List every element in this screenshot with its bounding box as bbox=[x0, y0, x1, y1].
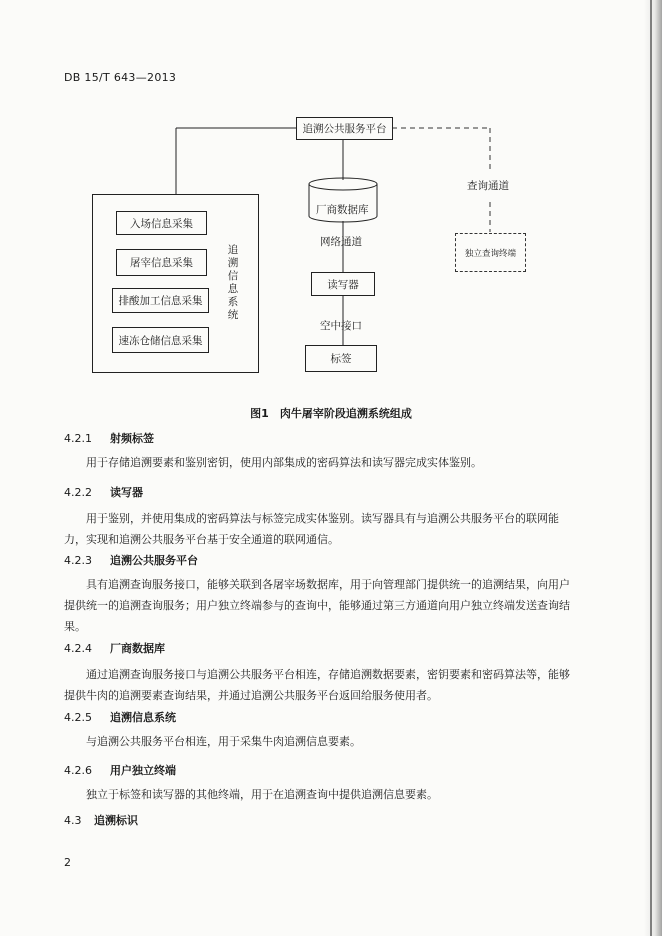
section-heading-4-2-6 bbox=[64, 762, 176, 778]
reader-label: 读写器 bbox=[327, 278, 359, 291]
section-heading-4-3 bbox=[64, 812, 138, 828]
air-interface-label: 空中接口 bbox=[320, 320, 362, 332]
tag-label: 标签 bbox=[330, 353, 352, 365]
section-body-4-2-2: 用于鉴别，并使用集成的密码算法与标签完成实体鉴别。读写器具有与追溯公共服务平台的联网能力，实现和追溯公共服务平台基于安全通道的联网通信。 bbox=[64, 512, 559, 546]
platform-box bbox=[296, 117, 393, 140]
section-number: 4.2.5 bbox=[64, 711, 92, 724]
document-code: DB 15/T 643—2013 bbox=[64, 71, 177, 84]
section-number: 4.3 bbox=[64, 814, 82, 827]
section-heading-4-2-5 bbox=[64, 709, 176, 725]
collection-item-label: 速冻仓储信息采集 bbox=[118, 334, 203, 347]
section-heading-4-2-4 bbox=[64, 640, 165, 656]
collection-item-acid-processing bbox=[112, 288, 209, 313]
section-heading-4-2-3 bbox=[64, 552, 198, 568]
section-title: 读写器 bbox=[110, 486, 143, 499]
collection-item-label: 入场信息采集 bbox=[130, 217, 193, 230]
section-heading-4-2-2 bbox=[64, 484, 143, 500]
collection-item-label: 屠宰信息采集 bbox=[130, 257, 193, 269]
section-number: 4.2.6 bbox=[64, 764, 92, 777]
section-title: 追溯标识 bbox=[94, 814, 138, 827]
section-body-4-2-6: 独立于标签和读写器的其他终端，用于在追溯查询中提供追溯信息要素。 bbox=[86, 788, 438, 801]
collection-item-label: 排酸加工信息采集 bbox=[118, 295, 203, 307]
section-number: 4.2.3 bbox=[64, 554, 92, 567]
reader-box bbox=[311, 272, 375, 296]
user-terminal-box bbox=[455, 233, 526, 272]
section-title: 射频标签 bbox=[110, 432, 154, 445]
section-number: 4.2.2 bbox=[64, 486, 92, 499]
section-body-4-2-4: 通过追溯查询服务接口与追溯公共服务平台相连，存储追溯数据要素，密钥要素和密码算法等，能够提供牛肉的追溯要素查询结果，并通过追溯公共服务平台返回给服务使用者。 bbox=[64, 668, 570, 702]
section-body-4-2-1: 用于存储追溯要素和鉴别密钥，使用内部集成的密码算法和读写器完成实体鉴别。 bbox=[86, 456, 482, 469]
info-system-vertical-label: 追溯信息系统 bbox=[227, 244, 239, 321]
query-channel-label: 查询通道 bbox=[467, 180, 509, 192]
section-body-4-2-5: 与追溯公共服务平台相连，用于采集牛肉追溯信息要素。 bbox=[86, 735, 361, 748]
collection-item-slaughter bbox=[116, 249, 207, 276]
network-channel-label: 网络通道 bbox=[320, 236, 362, 248]
page-number: 2 bbox=[64, 856, 71, 869]
section-number: 4.2.1 bbox=[64, 432, 92, 445]
platform-label: 追溯公共服务平台 bbox=[302, 123, 387, 135]
section-title: 追溯公共服务平台 bbox=[110, 554, 198, 567]
section-number: 4.2.4 bbox=[64, 642, 92, 655]
user-terminal-label: 独立查询终端 bbox=[464, 248, 516, 259]
figure-caption: 图1 肉牛屠宰阶段追溯系统组成 bbox=[250, 407, 412, 420]
section-heading-4-2-1 bbox=[64, 430, 154, 446]
section-title: 用户独立终端 bbox=[110, 764, 176, 777]
collection-item-entry bbox=[116, 211, 207, 235]
section-title: 厂商数据库 bbox=[110, 642, 165, 655]
tag-box bbox=[305, 345, 377, 372]
collection-item-frozen-storage bbox=[112, 327, 209, 353]
section-body-4-2-3: 具有追溯查询服务接口，能够关联到各屠宰场数据库，用于向管理部门提供统一的追溯结果，向用户提供统一的追溯查询服务；用户独立终端参与的查询中，能够通过第三方通道向用户独立终端发送查询结果。 bbox=[64, 578, 570, 633]
factory-db-label: 厂商数据库 bbox=[316, 204, 369, 216]
section-title: 追溯信息系统 bbox=[110, 711, 176, 724]
